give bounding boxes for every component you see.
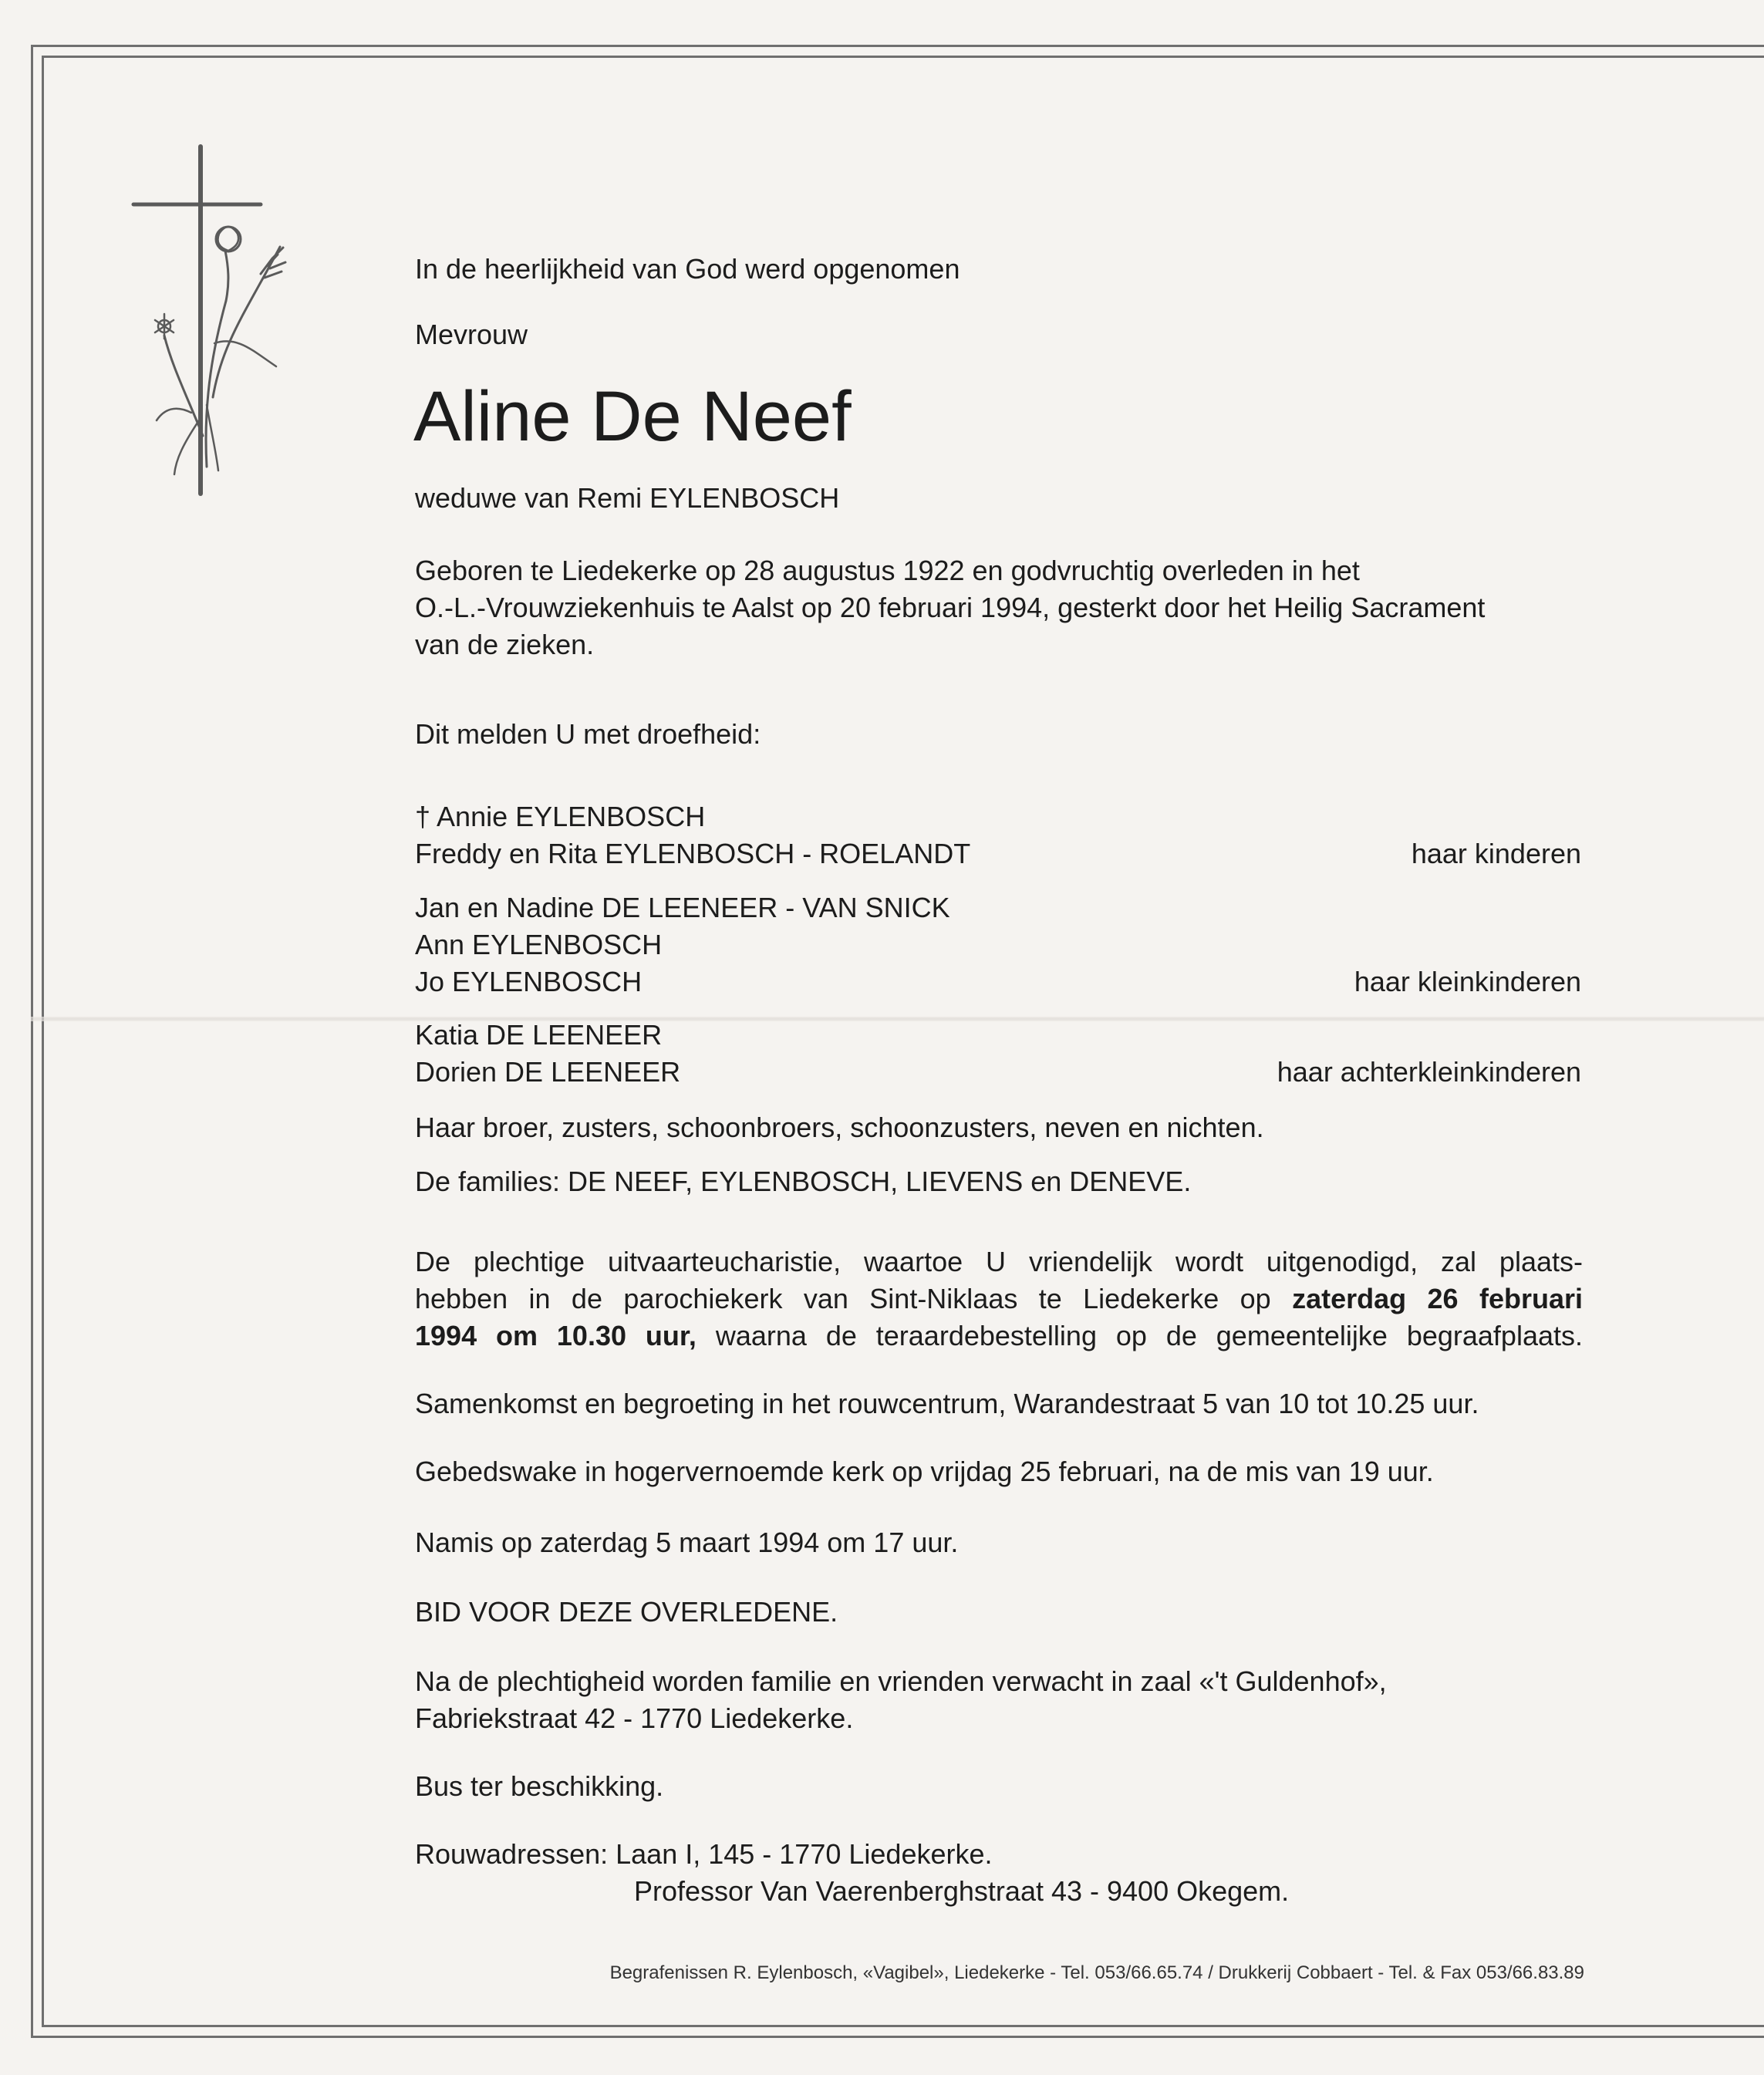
great-grandchildren-role: haar achterkleinkinderen — [1277, 1056, 1581, 1088]
great-grandchild-name: Katia DE LEENEER — [415, 1019, 663, 1051]
children-role: haar kinderen — [1411, 838, 1581, 869]
grandchild-name: Ann EYLENBOSCH — [415, 929, 663, 960]
addresses-second: Professor Van Vaerenberghstraat 43 - 9400 Okegem. — [634, 1875, 1290, 1907]
birth-death-line: O.-L.-Vrouwziekenhuis te Aalst op 20 februari 1994, gesterkt door het Heilig Sacrament — [415, 592, 1486, 623]
intro-text: In de heerlijkheid van God werd opgenomen — [415, 253, 960, 285]
reception-line: Fabriekstraat 42 - 1770 Liedekerke. — [415, 1702, 854, 1734]
funeral-line — [415, 1280, 1583, 1318]
birth-death-line: van de zieken. — [415, 629, 595, 660]
funeral-date-bold: zaterdag 26 februari — [1292, 1283, 1583, 1314]
gathering-line: Samenkomst en begroeting in het rouwcentrum, Warandestraat 5 van 10 tot 10.25 uur. — [415, 1388, 1479, 1419]
widow-line: weduwe van Remi EYLENBOSCH — [415, 482, 840, 514]
prayer-line: BID VOOR DEZE OVERLEDENE. — [415, 1596, 838, 1628]
cross-with-flowers-icon — [130, 143, 299, 498]
mass-line: Namis op zaterdag 5 maart 1994 om 17 uur. — [415, 1527, 959, 1558]
child-name: † Annie EYLENBOSCH — [415, 801, 706, 832]
honorific: Mevrouw — [415, 319, 528, 350]
birth-death-line: Geboren te Liedekerke op 28 augustus 1922 en godvruchtig overleden in het — [415, 555, 1360, 586]
printer-footer: Begrafenissen R. Eylenbosch, «Vagibel», Liedekerke - Tel. 053/66.65.74 / Drukkerij Cobbaert - Tel. & Fax 053/66.83.89 — [609, 1962, 1584, 1983]
funeral-text: hebben in de parochiekerk van Sint-Niklaas te Liedekerke op — [415, 1283, 1293, 1314]
reception-paragraph — [415, 1663, 1583, 1737]
birth-death-paragraph — [415, 552, 1583, 663]
deceased-name: Aline De Neef — [413, 377, 852, 456]
grandchild-name: Jan en Nadine DE LEENEER - VAN SNICK — [415, 892, 950, 923]
funeral-paragraph — [415, 1243, 1583, 1355]
children-list — [415, 798, 1583, 872]
great-grandchild-name: Dorien DE LEENEER — [415, 1056, 681, 1088]
grandchild-name: Jo EYLENBOSCH — [415, 966, 643, 997]
grandchildren-role: haar kleinkinderen — [1354, 966, 1581, 997]
relatives-line: Haar broer, zusters, schoonbroers, schoonzusters, neven en nichten. — [415, 1112, 1264, 1143]
funeral-line: De plechtige uitvaarteucharistie, waartoe U vriendelijk wordt uitgenodigd, zal plaats- — [415, 1246, 1583, 1277]
addresses-label: Rouwadressen: Laan I, 145 - 1770 Liedekerke. — [415, 1838, 993, 1870]
announcement: Dit melden U met droefheid: — [415, 718, 761, 750]
funeral-text: waarna de teraardebestelling op de gemeentelijke begraafplaats. — [696, 1320, 1584, 1351]
funeral-time-bold: 1994 om 10.30 uur, — [415, 1320, 696, 1351]
bus-line: Bus ter beschikking. — [415, 1770, 664, 1802]
child-name: Freddy en Rita EYLENBOSCH - ROELANDT — [415, 838, 971, 869]
families-line: De families: DE NEEF, EYLENBOSCH, LIEVENS en DENEVE. — [415, 1166, 1192, 1197]
vigil-line: Gebedswake in hogervernoemde kerk op vrijdag 25 februari, na de mis van 19 uur. — [415, 1456, 1434, 1487]
reception-line: Na de plechtigheid worden familie en vrienden verwacht in zaal «'t Guldenhof», — [415, 1665, 1387, 1697]
funeral-line — [415, 1318, 1583, 1355]
